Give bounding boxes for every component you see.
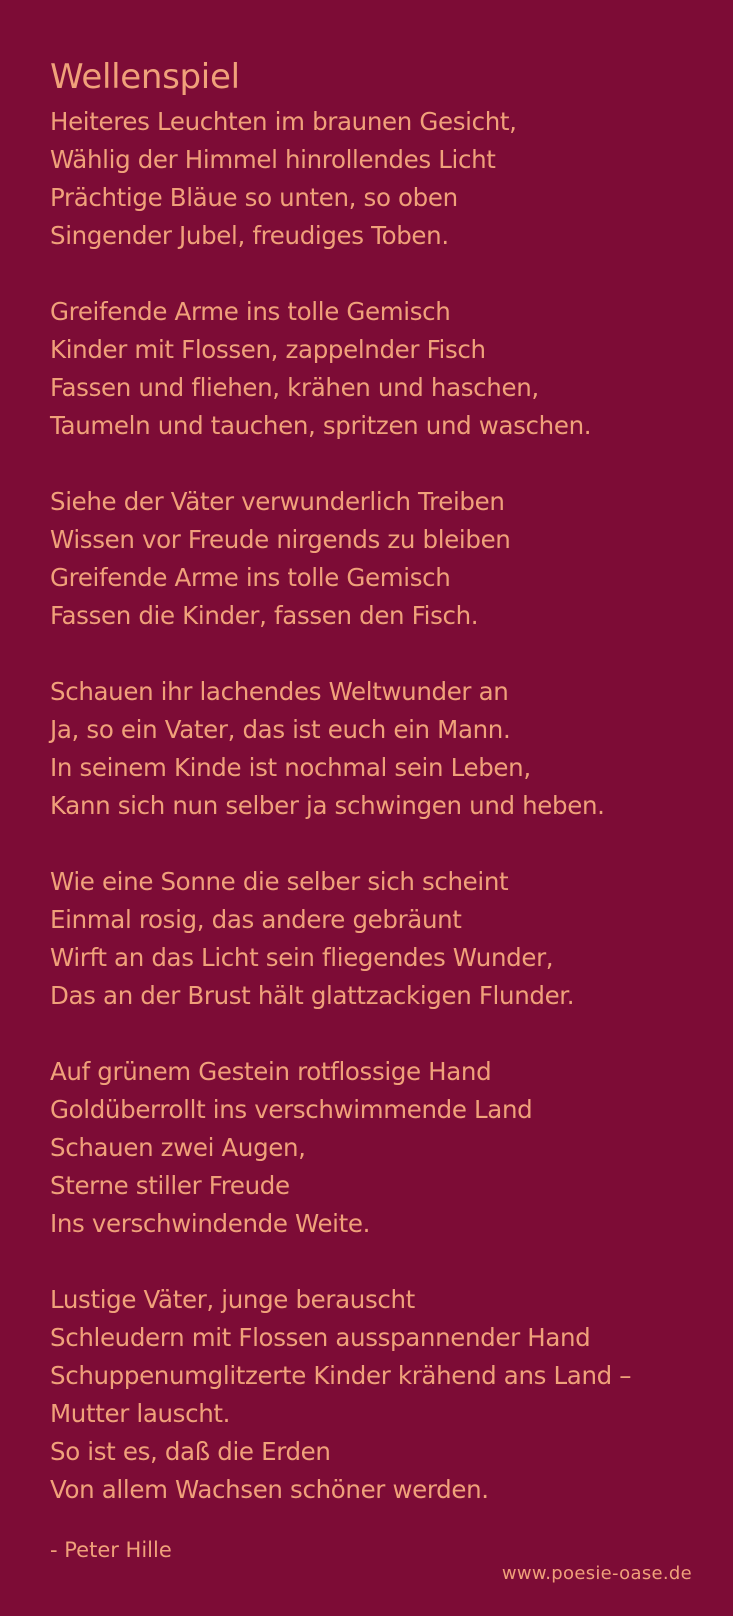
verse-line: Sterne stiller Freude — [50, 1171, 290, 1200]
verse-line: Wie eine Sonne die selber sich scheint — [50, 867, 509, 896]
verse-line: Einmal rosig, das andere gebräunt — [50, 905, 462, 934]
verse-line: Taumeln und tauchen, spritzen und waschen. — [50, 411, 592, 440]
verse-line: In seinem Kinde ist nochmal sein Leben, — [50, 753, 531, 782]
verse-line: Von allem Wachsen schöner werden. — [50, 1475, 489, 1504]
verse-line: Schuppenumglitzerte Kinder krähend ans Land – — [50, 1361, 632, 1390]
stanza — [50, 863, 700, 1015]
poem-title: Wellenspiel — [50, 57, 240, 97]
poem-author: - Peter Hille — [50, 1538, 172, 1562]
verse-line: Ja, so ein Vater, das ist euch ein Mann. — [50, 715, 511, 744]
verse-line: Heiteres Leuchten im braunen Gesicht, — [50, 107, 517, 136]
verse-line: Kann sich nun selber ja schwingen und heben. — [50, 791, 605, 820]
poem-card — [50, 52, 700, 1509]
verse-line: Lustige Väter, junge berauscht — [50, 1285, 415, 1314]
verse-line: Wählig der Himmel hinrollendes Licht — [50, 145, 496, 174]
verse-line: So ist es, daß die Erden — [50, 1437, 331, 1466]
verse-line: Wirft an das Licht sein fliegendes Wunder, — [50, 943, 554, 972]
verse-line: Auf grünem Gestein rotflossige Hand — [50, 1057, 492, 1086]
verse-line: Fassen und fliehen, krähen und haschen, — [50, 373, 539, 402]
poem-body — [50, 103, 700, 1509]
website-url: www.poesie-oase.de — [501, 1563, 692, 1584]
verse-line: Fassen die Kinder, fassen den Fisch. — [50, 601, 479, 630]
verse-line: Singender Jubel, freudiges Toben. — [50, 221, 449, 250]
verse-line: Goldüberrollt ins verschwimmende Land — [50, 1095, 533, 1124]
verse-line: Kinder mit Flossen, zappelnder Fisch — [50, 335, 486, 364]
stanza — [50, 103, 700, 255]
verse-line: Schleudern mit Flossen ausspannender Hand — [50, 1323, 591, 1352]
stanza — [50, 1053, 700, 1243]
verse-line: Ins verschwindende Weite. — [50, 1209, 371, 1238]
verse-line: Siehe der Väter verwunderlich Treiben — [50, 487, 505, 516]
verse-line: Prächtige Bläue so unten, so oben — [50, 183, 458, 212]
stanza — [50, 673, 700, 825]
verse-line: Mutter lauscht. — [50, 1399, 231, 1428]
stanza — [50, 293, 700, 445]
verse-line: Wissen vor Freude nirgends zu bleiben — [50, 525, 511, 554]
verse-line: Greifende Arme ins tolle Gemisch — [50, 563, 451, 592]
verse-line: Das an der Brust hält glattzackigen Flunder. — [50, 981, 575, 1010]
verse-line: Schauen ihr lachendes Weltwunder an — [50, 677, 509, 706]
stanza — [50, 1281, 700, 1509]
verse-line: Schauen zwei Augen, — [50, 1133, 306, 1162]
verse-line: Greifende Arme ins tolle Gemisch — [50, 297, 451, 326]
stanza — [50, 483, 700, 635]
